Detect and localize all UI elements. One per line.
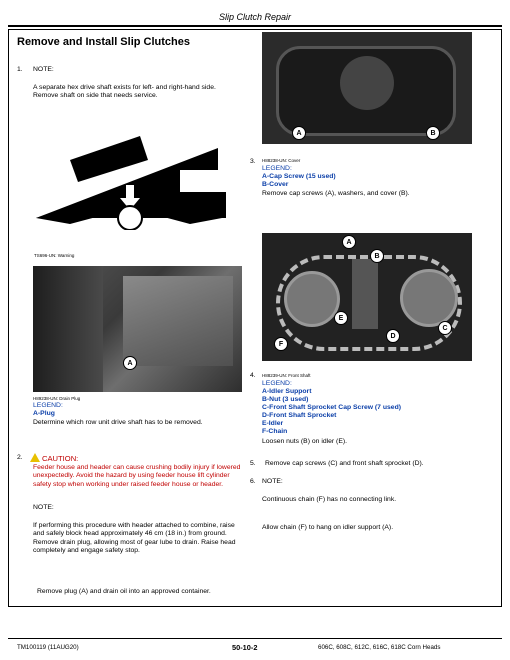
step6-note-label: NOTE: <box>262 478 283 485</box>
front-shaft-photo <box>262 233 472 361</box>
left-sprocket <box>284 271 340 327</box>
shaft-legend-item-c: C-Front Shaft Sprocket Cap Screw (7 used) <box>262 404 401 411</box>
shaft-legend-item-e: E-Idler <box>262 420 284 427</box>
step5-number: 5. <box>250 460 256 467</box>
step4-number: 4. <box>250 372 256 379</box>
caution-label: CAUTION: <box>42 454 79 463</box>
cover-callout-a: A <box>292 126 306 140</box>
cover-legend-label: LEGEND: <box>262 165 292 172</box>
drain-text: Determine which row unit drive shaft has to be removed. <box>33 419 203 426</box>
shaft-legend-item-b: B-Nut (3 used) <box>262 396 309 403</box>
drain-figure-caption: H89238-UN: Drain Plug <box>33 396 81 401</box>
step5-action: Remove cap screws (C) and front shaft sprocket (D). <box>265 460 424 467</box>
footer-doc-id: TM100119 (11AUG20) <box>17 644 79 651</box>
step2-action: Remove plug (A) and drain oil into an approved container. <box>37 588 211 595</box>
crush-warning-pictogram <box>30 130 240 230</box>
step6-number: 6. <box>250 478 256 485</box>
shaft-legend-item-d: D-Front Shaft Sprocket <box>262 412 337 419</box>
shaft-callout-b: B <box>370 249 384 263</box>
shaft-callout-e: E <box>334 311 348 325</box>
cover-figure-caption: H88238-UN: Cover <box>262 158 301 163</box>
shaft-legend-label: LEGEND: <box>262 380 292 387</box>
photo-gearbox <box>123 276 233 366</box>
cover-callout-b: B <box>426 126 440 140</box>
shaft-legend-item-f: F-Chain <box>262 428 288 435</box>
front-shaft-sprocket <box>400 269 458 327</box>
step6-action: Allow chain (F) to hang on idler support (A). <box>262 524 394 531</box>
figure-body <box>118 206 142 230</box>
shaft-callout-f: F <box>274 337 288 351</box>
cover-legend-item-a: A-Cap Screw (15 used) <box>262 173 336 180</box>
shaft-legend-item-a: A-Idler Support <box>262 388 312 395</box>
step1-note-label: NOTE: <box>33 66 54 73</box>
header-rule <box>8 25 502 27</box>
section-title: Remove and Install Slip Clutches <box>17 36 190 48</box>
step2-number: 2. <box>17 454 23 461</box>
step6-note-text: Continuous chain (F) has no connecting link. <box>262 496 397 503</box>
footer-page-number: 50-10-2 <box>232 643 258 652</box>
caution-text: Feeder house and header can cause crushing bodily injury if lowered unexpectedly. Avoid the hazard by using feeder house lift cylinder safety stop when working under raised feeder house or header. <box>33 464 241 488</box>
shaft-callout-c: C <box>438 321 452 335</box>
warning-figure-caption: TS696-UN: Warning <box>34 253 75 258</box>
cover-legend-item-b: B-Cover <box>262 181 289 188</box>
footer-rule <box>8 638 502 639</box>
shaft-callout-d: D <box>386 329 400 343</box>
photo-frame-rail <box>33 266 103 392</box>
cover-boss <box>340 56 394 110</box>
upper-block <box>70 136 148 182</box>
idler-support <box>352 259 378 329</box>
drain-callout-a: A <box>123 356 137 370</box>
caution-triangle-icon <box>30 453 40 462</box>
step3-number: 3. <box>250 158 256 165</box>
step3-action: Remove cap screws (A), washers, and cover (B). <box>262 190 410 197</box>
drain-legend-item: A-Plug <box>33 410 55 417</box>
caution-heading <box>30 453 78 464</box>
footer-models: 606C, 608C, 612C, 616C, 618C Corn Heads <box>318 644 441 651</box>
step4-action: Loosen nuts (B) on idler (E). <box>262 438 348 445</box>
page-header-title: Slip Clutch Repair <box>218 12 292 22</box>
drain-legend-label: LEGEND: <box>33 402 63 409</box>
cover-photo <box>262 32 472 144</box>
step2-note-label: NOTE: <box>33 504 54 511</box>
step1-note-text: A separate hex drive shaft exists for left- and right-hand side. Remove shaft on side that needs service. <box>33 84 216 100</box>
arrow-shaft <box>126 185 134 199</box>
step2-note-text: If performing this procedure with header attached to combine, raise and safely block head approximately 46 cm (18 in.) from ground. Remove drain plug, allowing most of gear lube to drain. Raise head completely and engage safety stop. <box>33 522 236 555</box>
drain-plug-photo <box>33 266 242 392</box>
shaft-callout-a: A <box>342 235 356 249</box>
shaft-figure-caption: H88239-UN: Front Shaft <box>262 373 311 378</box>
step1-number: 1. <box>17 66 23 73</box>
